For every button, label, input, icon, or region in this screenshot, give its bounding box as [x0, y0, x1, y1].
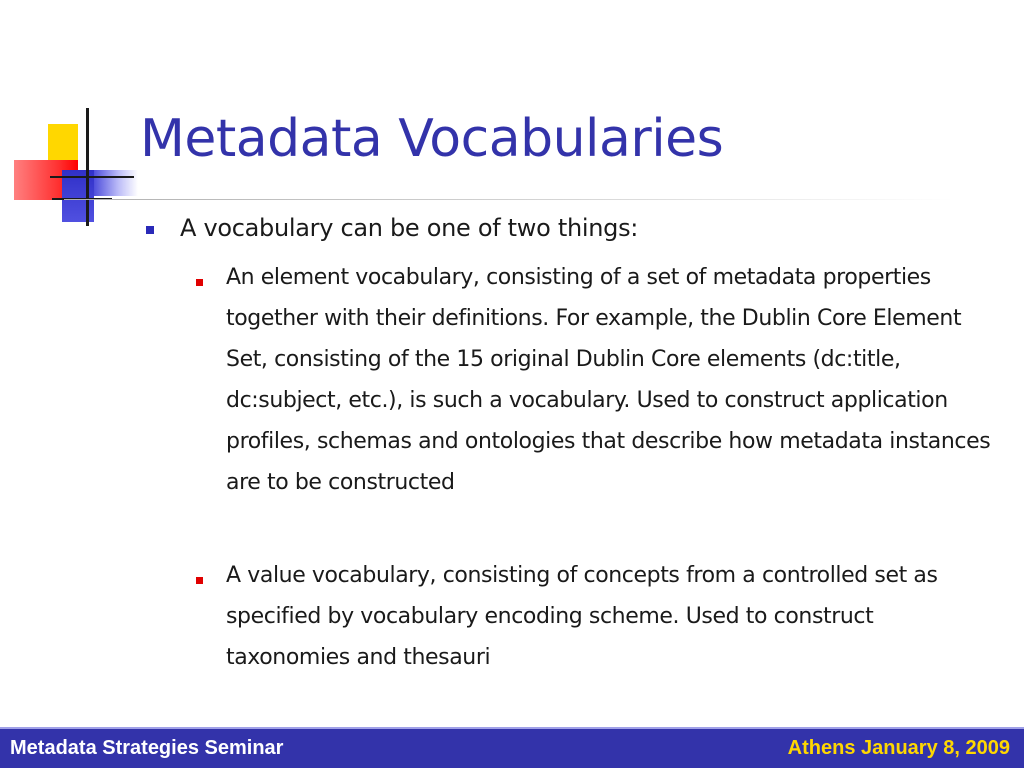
bullet-marker-level1 [146, 226, 154, 234]
bullet-marker-level2 [196, 279, 203, 286]
footer-date-location: Athens January 8, 2009 [787, 737, 1010, 759]
blue-fade-decoration [94, 170, 138, 196]
title-divider [64, 199, 954, 200]
horizontal-line-decoration [50, 176, 134, 178]
slide-title: Metadata Vocabularies [140, 109, 724, 169]
footer-seminar-title: Metadata Strategies Seminar [10, 737, 284, 759]
bullet-marker-level2 [196, 577, 203, 584]
bullet-level2-text: An element vocabulary, consisting of a set of metadata properties together with their definitions. For example, the Dublin Core Element Set, consisting of the 15 original Dublin Core elements (dc:title, dc:subject, etc.), is such a vocabulary. Used to construct application profiles, schemas and ontologies that describe how metadata instances are to be constructed [226, 265, 991, 495]
vertical-line-decoration [86, 108, 89, 226]
yellow-square-decoration [48, 124, 78, 164]
bullet-level1-text: A vocabulary can be one of two things: [180, 214, 639, 242]
footer-bar [0, 727, 1024, 768]
bullet-level2-text: A value vocabulary, consisting of concepts from a controlled set as specified by vocabulary encoding scheme. Used to construct taxonomies and thesauri [226, 563, 938, 670]
